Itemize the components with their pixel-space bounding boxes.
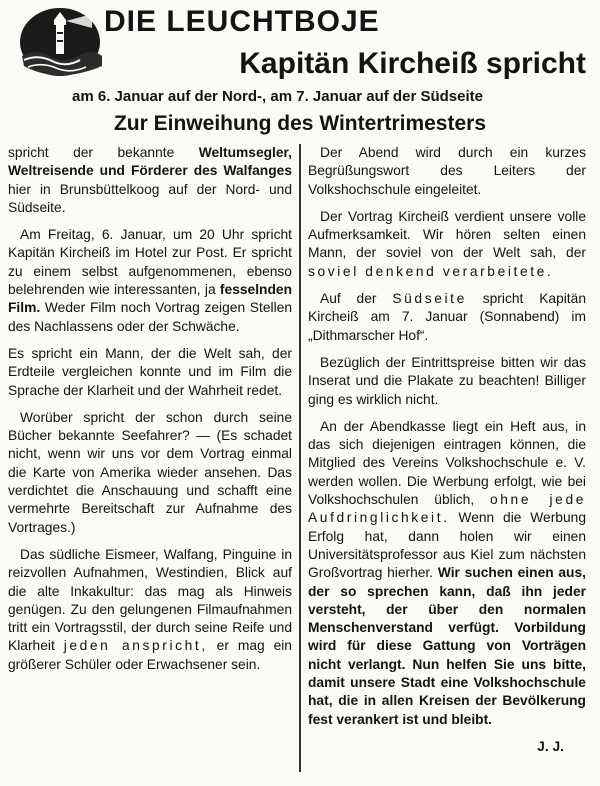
section-kicker: DIE LEUCHTBOJE — [104, 5, 380, 38]
paragraph: Worüber spricht der schon durch seine Bücher bekannte Seefahrer? — (Es schadet nicht, wenn wir uns vor dem Vortrag einmal die Karte von Amerika wieder ansehen. Das verdichtet die Anschauung und schafft eine vermehrte Bereitschaft zur Aufnahme des Vortrages.) — [8, 409, 292, 535]
paragraph — [8, 546, 292, 674]
text-run: hier in Brunsbüttelkoog auf der Nord- und Südseite. — [8, 181, 292, 215]
spaced-text: Südseite — [392, 291, 467, 307]
subheadline: am 6. Januar auf der Nord-, am 7. Januar auf der Südseite — [72, 88, 483, 105]
text-run: spricht der bekannte — [8, 145, 199, 160]
text-run: er mag ein größerer Schüler oder Erwachsener sein. — [8, 638, 292, 672]
text-run: An der Abendkasse liegt ein Heft aus, in das sich diejenigen eintragen können, die Mitglied des Vereins Volkshochschule e. V. werden wollen. Die Werbung erfolgt, wie bei Volkshochschulen üblich, — [308, 418, 586, 508]
bold-text: fesselnden Film. — [8, 282, 292, 316]
text-run: Auf der — [320, 291, 393, 307]
paragraph — [308, 290, 586, 345]
paragraph: Der Abend wird durch ein kurzes Begrüßungswort des Leiters der Volkshochschule eingeleitet. — [308, 145, 586, 197]
paragraph — [8, 144, 292, 217]
spaced-text: ohne jede Aufdringlichkeit. — [308, 492, 587, 526]
article-column-left — [8, 144, 292, 683]
subheadline-occasion: Zur Einweihung des Wintertrimesters — [113, 112, 487, 135]
paragraph — [308, 208, 586, 281]
paragraph: Bezüglich der Eintrittspreise bitten wir das Inserat und die Plakate zu beachten! Billiger ging es wirklich nicht. — [308, 354, 586, 407]
text-run: Weder Film noch Vortrag zeigen Stellen des Nachlassens oder der Schwäche. — [8, 300, 292, 334]
text-run: Das südliche Eismeer, Walfang, Pinguine in reizvollen Aufnahmen, Westindien, Blick auf die alte Inkakultur: das mag als Hinweis genügen. Zu den gelungenen Filmaufnahmen tritt ein Vortragsstil, der durch seine Reife und Klarheit — [8, 546, 292, 654]
page-title: Kapitän Kircheiß spricht — [239, 47, 586, 80]
paragraph: Es spricht ein Mann, der die Welt sah, der Erdteile vergleichen konnte und im Film die Sprache der Klarheit und der Wahrheit redet. — [8, 345, 292, 398]
paragraph — [8, 226, 292, 336]
text-run: spricht Kapitän Kircheiß am 7. Januar (Sonnabend) im „Dithmarscher Hof“. — [308, 291, 586, 343]
article-column-right — [308, 144, 586, 765]
bold-text: Weltumsegler, Weltreisende und Förderer des Walfanges — [8, 145, 292, 179]
bold-text: Wir suchen einen aus, der so sprechen kann, daß ihn jeder versteht, der über den normalen Menschenverstand verfügt. Vorbildung wird für diese Gattung von Vorträgen nicht verlangt. Nun helfen Sie uns bitte, damit unsere Stadt eine Volkshochschule hat, die in allen Kreisen der Bevölkerung fest verankert ist und bleibt. — [308, 565, 586, 727]
column-divider — [299, 144, 301, 772]
text-run: Der Vortrag Kircheiß verdient unsere volle Aufmerksamkeit. Wir hören selten einen Mann, der soviel von der Welt sah, der — [308, 208, 586, 261]
author-signature: J. J. — [537, 738, 564, 754]
spaced-text: jeden anspricht, — [63, 638, 208, 654]
lighthouse-logo — [14, 4, 104, 82]
text-run: Wenn die Werbung Erfolg hat, dann holen wir einen Universitätsprofessor aus Kiel zum nächsten Großvortrag hierher. — [308, 510, 586, 581]
text-run: Am Freitag, 6. Januar, um 20 Uhr spricht Kapitän Kircheiß im Hotel zur Post. Er spricht zu einem selbst aufgenommenen, ebenso belehrenden wie interessanten, ja — [8, 227, 292, 298]
paragraph — [308, 418, 586, 729]
spaced-text: soviel denkend verarbeitete. — [308, 263, 554, 279]
